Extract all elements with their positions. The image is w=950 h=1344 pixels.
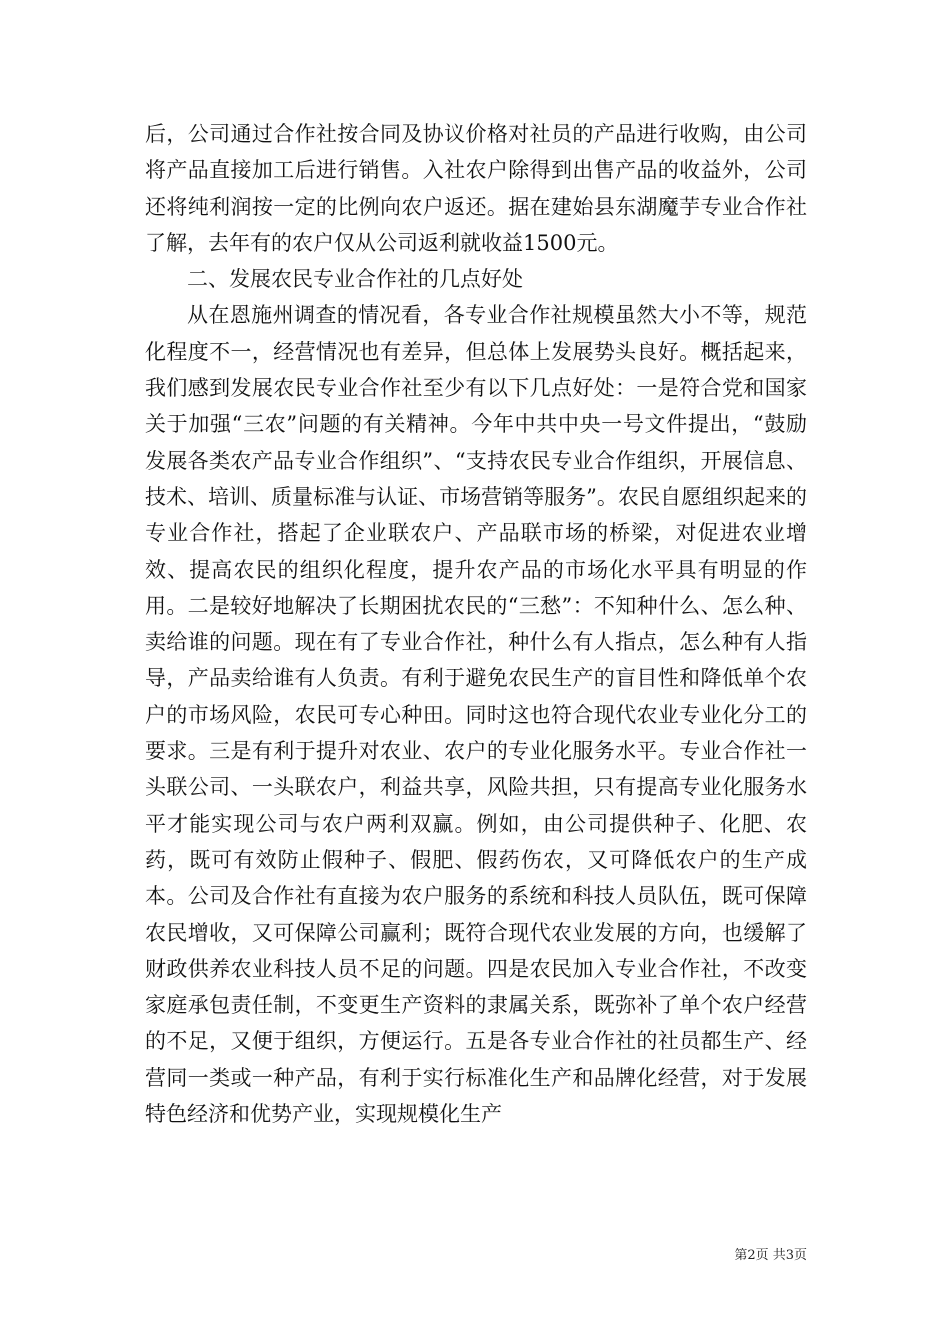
- paragraph-continuation: 后，公司通过合作社按合同及协议价格对社员的产品进行收购，由公司将产品直接加工后进行销售。入社农户除得到出售产品的收益外，公司还将纯利润按一定的比例向农户返还。据在建始县东湖魔芋专业合作社了解，去年有的农户仅从公司返利就收益1500元。: [145, 122, 807, 255]
- body-text: [145, 116, 807, 1132]
- paragraph-benefits: 从在恩施州调查的情况看，各专业合作社规模虽然大小不等，规范化程度不一，经营情况也有差异，但总体上发展势头良好。概括起来，我们感到发展农民专业合作社至少有以下几点好处：一是符合党和国家关于加强“三农”问题的有关精神。今年中共中央一号文件提出，“鼓励发展各类农产品专业合作组织”、“支持农民专业合作组织，开展信息、技术、培训、质量标准与认证、市场营销等服务”。农民自愿组织起来的专业合作社，搭起了企业联农户、产品联市场的桥梁，对促进农业增效、提高农民的组织化程度，提升农产品的市场化水平具有明显的作用。二是较好地解决了长期困扰农民的“三愁”：不知种什么、怎么种、卖给谁的问题。现在有了专业合作社，种什么有人指点，怎么种有人指导，产品卖给谁有人负责。有利于避免农民生产的盲目性和降低单个农户的市场风险，农民可专心种田。同时这也符合现代农业专业化分工的要求。三是有利于提升对农业、农户的专业化服务水平。专业合作社一头联公司、一头联农户，利益共享，风险共担，只有提高专业化服务水平才能实现公司与农户两利双赢。例如，由公司提供种子、化肥、农药，既可有效防止假种子、假肥、假药伤农，又可降低农户的生产成本。公司及合作社有直接为农户服务的系统和科技人员队伍，既可保障农民增收，又可保障公司赢利；既符合现代农业发展的方向，也缓解了财政供养农业科技人员不足的问题。四是农民加入专业合作社，不改变家庭承包责任制，不变更生产资料的隶属关系，既弥补了单个农户经营的不足，又便于组织，方便运行。五是各专业合作社的社员都生产、经营同一类或一种产品，有利于实行标准化生产和品牌化经营，对于发展特色经济和优势产业，实现规模化生产: [145, 303, 807, 1127]
- page-number-footer: 第2页 共3页: [734, 1248, 807, 1263]
- section-heading: 二、发展农民专业合作社的几点好处: [187, 267, 523, 292]
